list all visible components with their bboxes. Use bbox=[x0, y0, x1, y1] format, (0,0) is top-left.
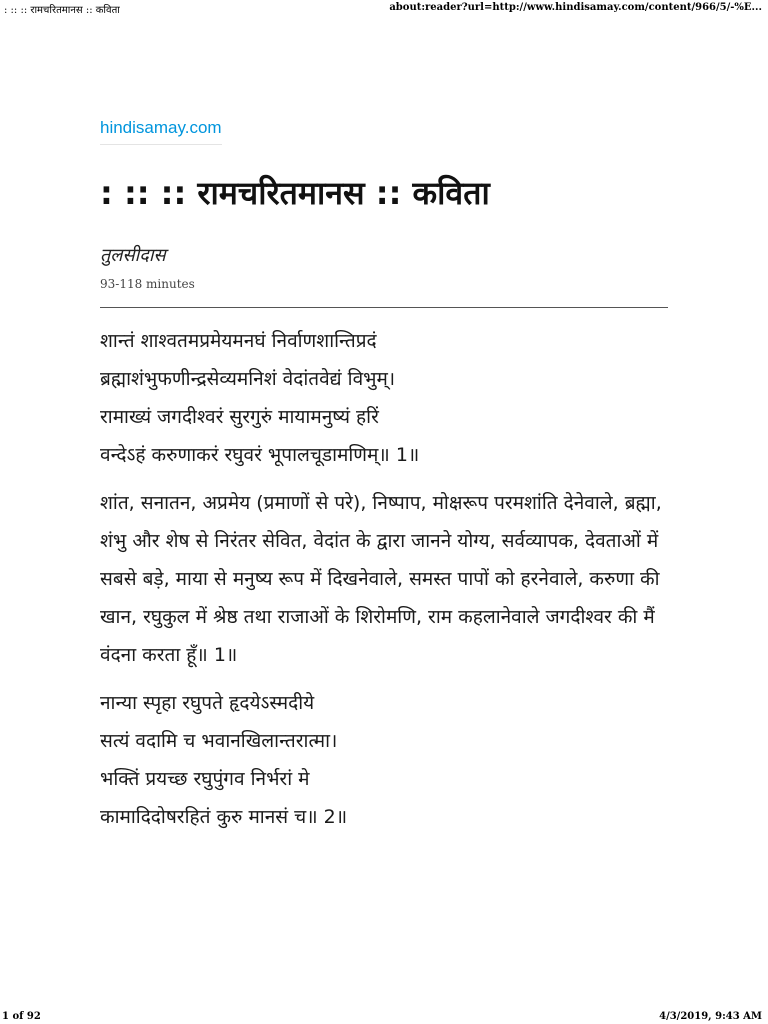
article-title: : :: :: रामचरितमानस :: कविता bbox=[100, 174, 490, 212]
verse-line: शान्तं शाश्वतमप्रमेयमनघं निर्वाणशान्तिप्रदं bbox=[100, 330, 377, 352]
verse-2 bbox=[100, 684, 668, 836]
verse-line: भक्तिं प्रयच्छ रघुपुंगव निर्भरां मे bbox=[100, 768, 310, 790]
print-header bbox=[0, 0, 768, 18]
verse-line: कामादिदोषरहितं कुरु मानसं च॥ 2॥ bbox=[100, 806, 348, 828]
print-footer bbox=[0, 1006, 768, 1024]
page-counter: 1 of 92 bbox=[2, 1011, 41, 1022]
verse-line: रामाख्यं जगदीश्वरं सुरगुरुं मायामनुष्यं हरिं bbox=[100, 406, 379, 428]
reader-view bbox=[100, 118, 668, 846]
reading-time: 93-118 minutes bbox=[100, 277, 195, 291]
print-url: about:reader?url=http://www.hindisamay.com/content/966/5/-%E... bbox=[389, 2, 762, 13]
verse-line: ब्रह्माशंभुफणीन्द्रसेव्यमनिशं वेदांतवेद्यं विभुम्। bbox=[100, 368, 396, 390]
print-datetime: 4/3/2019, 9:43 AM bbox=[659, 1011, 762, 1022]
article-content bbox=[100, 322, 668, 836]
verse-line: नान्या स्पृहा रघुपते हृदयेऽस्मदीये bbox=[100, 692, 315, 714]
verse-1 bbox=[100, 322, 668, 474]
article-byline: तुलसीदास bbox=[100, 245, 166, 266]
verse-line: सत्यं वदामि च भवानखिलान्तरात्मा। bbox=[100, 730, 338, 752]
header-divider bbox=[100, 307, 668, 308]
verse-line: वन्देऽहं करुणाकरं रघुवरं भूपालचूडामणिम्॥ 1॥ bbox=[100, 444, 420, 466]
source-domain-link[interactable]: hindisamay.com bbox=[100, 118, 222, 145]
prose-translation-1: शांत, सनातन, अप्रमेय (प्रमाणों से परे), निष्पाप, मोक्षरूप परमशांति देनेवाले, ब्रह्मा, शंभु और शेष से निरंतर सेवित, वेदांत के द्वारा जानने योग्य, सर्वव्यापक, देवताओं में सबसे बड़े, माया से मनुष्य रूप में दिखनेवाले, समस्त पापों को हरनेवाले, करुणा की खान, रघुकुल में श्रेष्ठ तथा राजाओं के शिरोमणि, राम कहलानेवाले जगदीश्वर की मैं वंदना करता हूँ॥ 1॥ bbox=[100, 492, 662, 666]
print-page-title: : :: :: रामचरितमानस :: कविता bbox=[4, 5, 120, 16]
